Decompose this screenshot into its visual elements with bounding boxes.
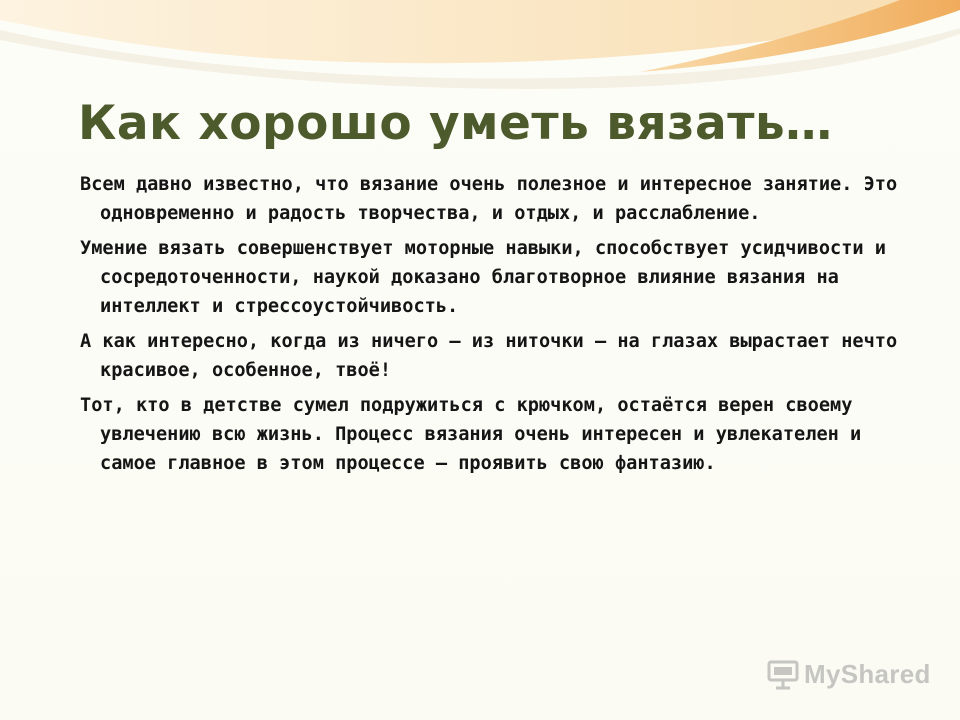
- slide-title: Как хорошо уметь вязать…: [78, 96, 833, 151]
- paragraph: Умение вязать совершенствует моторные навыки, способствует усидчивости и сосредоточенности, наукой доказано благотворное влияние вязания на интеллект и стрессоустойчивость.: [80, 238, 886, 317]
- paragraph: А как интересно, когда из ничего – из ниточки – на глазах вырастает нечто красивое, особенное, твоё!: [80, 331, 898, 381]
- presentation-board-icon: [766, 657, 800, 691]
- watermark-text: MyShared: [804, 658, 931, 689]
- paragraph: Всем давно известно, что вязание очень полезное и интересное занятие. Это одновременно и радость творчества, и отдых, и расслабление.: [80, 174, 898, 224]
- slide-body: [80, 170, 920, 484]
- watermark: [766, 654, 931, 694]
- paragraph: Тот, кто в детстве сумел подружиться с крючком, остаётся верен своему увлечению всю жизнь. Процесс вязания очень интересен и увлекателен и самое главное в этом процессе – проявить свою фантазию.: [80, 395, 862, 474]
